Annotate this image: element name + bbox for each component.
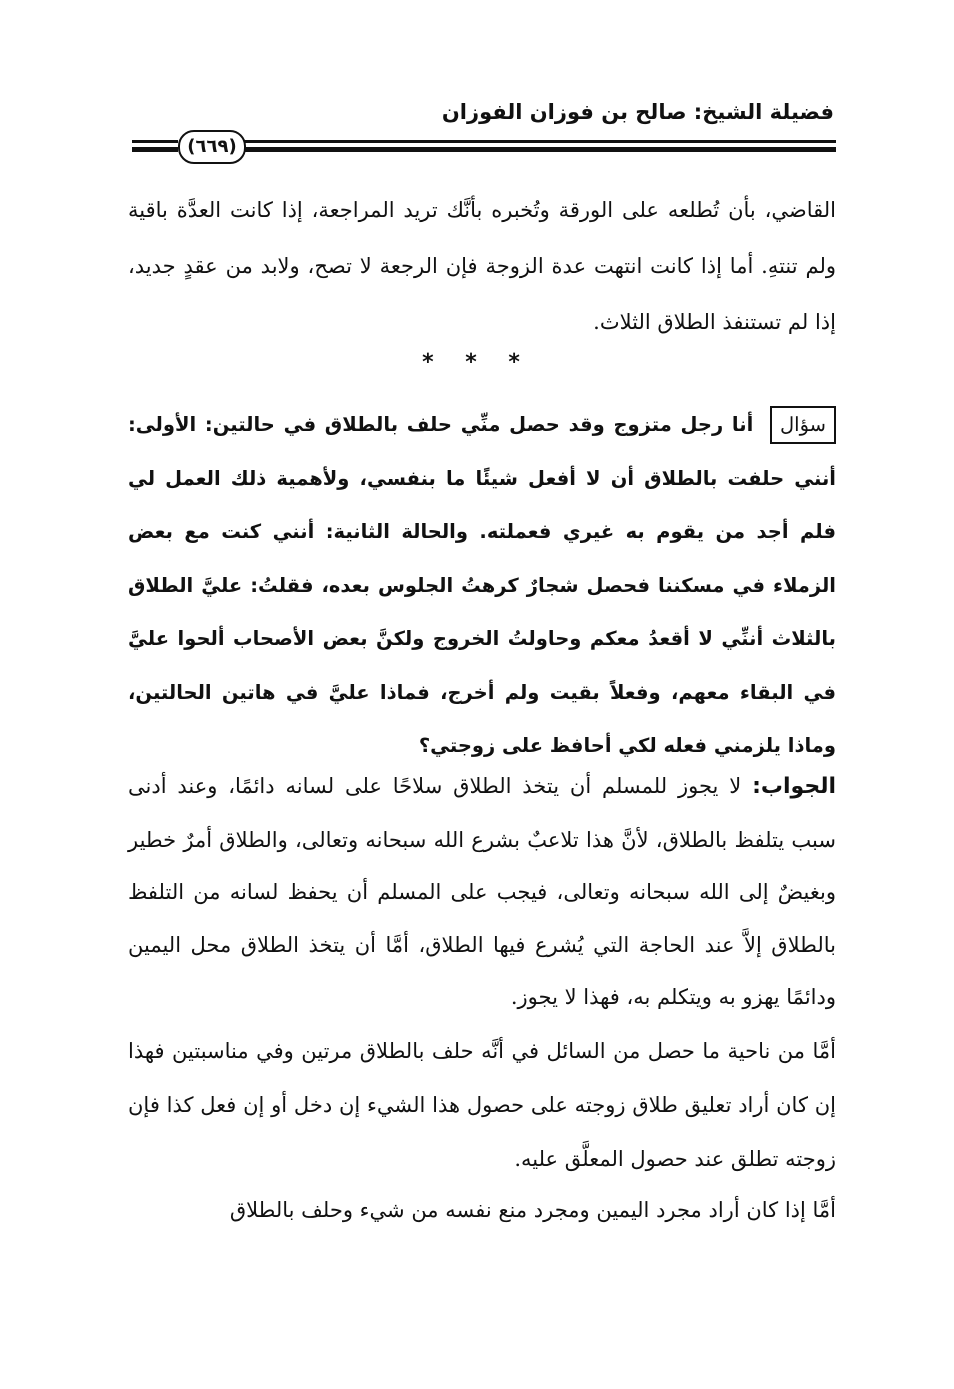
- answer-paragraph-3: أمَّا إذا كان أراد مجرد اليمين ومجرد منع نفسه من شيء وحلف بالطلاق: [229, 1198, 836, 1222]
- answer-block: [128, 760, 836, 1024]
- page-number-badge: (٦٦٩): [178, 130, 246, 164]
- question-label: سؤال: [770, 406, 836, 444]
- header-rule-left-thick: [132, 147, 178, 152]
- running-header-title: فضيلة الشيخ: صالح بن فوزان الفوزان: [441, 100, 834, 124]
- header-rule: [244, 140, 836, 143]
- answer-text: لا يجوز للمسلم أن يتخذ الطلاق سلاحًا على لسانه دائمًا، وعند أدنى سبب يتلفظ بالطلاق، لأنَّ هذا تلاعبٌ بشرع الله سبحانه وتعالى، والطلاق أمرٌ خطير وبغيضٌ إلى الله سبحانه وتعالى، فيجب على المسلم أن يحفظ لسانه من التلفظ بالطلاق إلاَّ عند الحاجة التي يُشرع فيها الطلاق، أمَّا أن يتخذ الطلاق محل اليمين ودائمًا يهزو به ويتكلم به، فهذا لا يجوز.: [128, 774, 836, 1009]
- answer-paragraph-2: أمَّا من ناحية ما حصل من السائل في أنَّه حلف بالطلاق مرتين وفي مناسبتين فهذا إن كان أراد تعليق طلاق زوجته على حصول هذا الشيء إن دخل أو إن فعل كذا فإن زوجته تطلق عند حصول المعلَّق عليه.: [128, 1039, 836, 1171]
- question-text: أنا رجل متزوج وقد حصل منِّي حلف بالطلاق في حالتين: الأولى: أنني حلفت بالطلاق أن لا أفعل شيئًا ما بنفسي، ولأهمية ذلك العمل لي فلم أجد من يقوم به غيري فعملته. والحالة الثانية: أنني كنت مع بعض الزملاء في مسكننا فحصل شجارٌ كرهتُ الجلوس بعده، فقلتُ: عليَّ الطلاق بالثلاث أننِّي لا أقعدُ معكم وحاولتُ الخروج ولكنَّ بعض الأصحاب ألحوا عليَّ في البقاء معهم، وفعلاً بقيت ولم أخرج، فماذا عليَّ في هاتين الحالتين، وماذا يلزمني فعله لكي أحافظ على زوجتي؟: [128, 413, 836, 757]
- paragraph-continued: القاضي، بأن تُطلعه على الورقة وتُخبره بأنَّك تريد المراجعة، إذا كانت العدَّة باقية ولم تنتهِ. أما إذا كانت انتهت عدة الزوجة فإن الرجعة لا تصح، ولابد من عقدٍ جديد، إذا لم تستنفذ الطلاق الثلاث.: [128, 198, 836, 334]
- header-rule-left: [132, 140, 178, 143]
- header-rule-thick: [244, 147, 836, 152]
- answer-label: الجواب:: [752, 774, 836, 799]
- section-separator: * * *: [422, 350, 532, 375]
- question-block: [128, 398, 836, 773]
